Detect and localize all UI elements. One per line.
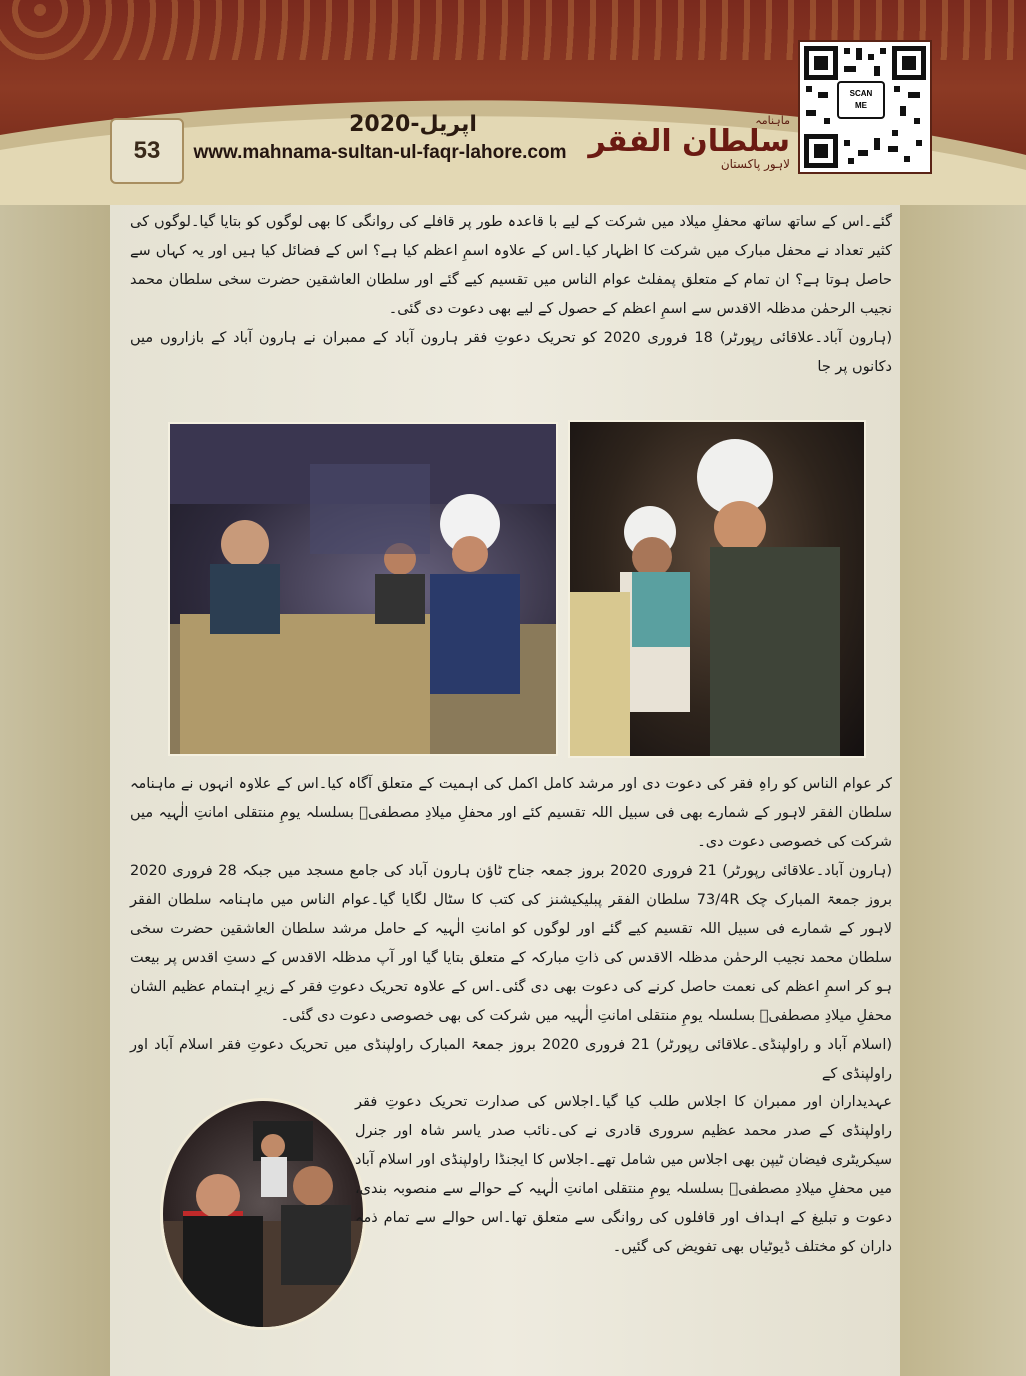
photo-magazine-distribution [568,420,866,758]
article-middle-text [130,770,892,1089]
masthead-prefix: ماہنامہ [755,113,790,127]
masthead-city: لاہور پاکستان [720,156,790,171]
paragraph: (ہارون آباد۔علاقائی رپورٹر) 21 فروری 2020 بروز جمعہ جناح ٹاؤن ہارون آباد کی جامع مسجد میں جبکہ 28 فروری 2020 بروز جمعۃ المبارک چک 73/4R سلطان الفقر پبلیکیشنز کی کتب کا سٹال لگایا گیا۔عوام الناس میں ماہنامہ سلطان الفقر لاہور کے شمارے فی سبیل اللہ تقسیم کیے گئے اور لوگوں کو امانتِ الٰہیہ کے حامل مرشد سلطان العاشقین حضرت سخی سلطان محمد نجیب الرحمٰن مدظلہ الاقدس کی ذاتِ مبارکہ کے متعلق بتایا گیا اور آپ مدظلہ الاقدس کے دستِ اقدس پر بیعت ہو کر اسمِ اعظم کی نعمت حاصل کرنے کی دعوت بھی دی گئی۔اس کے علاوہ تحریک دعوتِ فقر کے زیرِ اہتمام عظیم الشان محفلِ میلادِ مصطفیؐ بسلسلہ یومِ منتقلی امانتِ الٰہیہ میں شرکت کی بھی خصوصی دعوت دی گئی۔ [130,863,893,1024]
scan-label: SCAN [849,89,873,98]
paragraph: (ہارون آباد۔علاقائی رپورٹر) 18 فروری 2020 کو تحریک دعوتِ فقر ہارون آباد کے ممبران نے ہارون آباد کے بازاروں میں دکانوں پر جا [130,330,892,375]
article-top-text [130,208,892,382]
paragraph: گئے۔اس کے ساتھ ساتھ محفلِ میلاد میں شرکت کے لیے با قاعدہ طور پر قافلے کی روانگی کا بھی لوگوں کو بتایا گیا۔لوگوں کی کثیر تعداد نے محفل مبارک میں شرکت کا اظہار کیا۔اس کے علاوہ اسمِ اعظم کیا ہے؟ اس کے فضائل کیا ہیں اور یہ کہاں سے حاصل ہوتا ہے؟ ان تمام کے متعلق پمفلٹ عوام الناس میں تقسیم کیے گئے اور سلطان العاشقین حضرت سخی سلطان محمد نجیب الرحمٰن مدظلہ الاقدس سے اسمِ اعظم کے حصول کے لیے بھی دعوت دی گئی۔ [130,214,892,317]
scan-me-label [837,81,885,119]
photo-shop-meeting-image [170,424,556,754]
masthead-name: سلطان الفقر [588,123,790,159]
paragraph: کر عوام الناس کو راہِ فقر کی دعوت دی اور مرشد کامل اکمل کی اہمیت کے متعلق آگاہ کیا۔اس کے علاوہ انہوں نے ماہنامہ سلطان الفقر لاہور کے شمارے بھی فی سبیل اللہ تقسیم کئے اور محفلِ میلادِ مصطفیؐ بسلسلہ یومِ منتقلی امانتِ الٰہیہ میں شرکت کی خصوصی دعوت دی۔ [130,776,892,850]
me-label: ME [855,101,867,110]
photo-meeting-circle [160,1098,366,1330]
article-bottom-text [355,1088,892,1262]
photo-shop-meeting [168,422,558,756]
paragraph: (اسلام آباد و راولپنڈی۔علاقائی رپورٹر) 21 فروری 2020 بروز جمعۃ المبارک راولپنڈی میں تحریک دعوتِ فقر اسلام آباد اور راولپنڈی کے [130,1037,893,1082]
website-url[interactable]: www.mahnama-sultan-ul-faqr-lahore.com [193,142,567,163]
page-number: 53 [110,118,184,184]
photo-meeting-circle-image [163,1101,363,1327]
photo-magazine-distribution-image [570,422,864,756]
paragraph: عہدیداران اور ممبران کا اجلاس طلب کیا گیا۔اجلاس کی صدارت تحریک دعوتِ فقر راولپنڈی کے صدر محمد عظیم سروری قادری نے کی۔نائب صدر یاسر شاہ اور جنرل سیکریٹری فیضان ٹیپن بھی اجلاس میں شامل تھے۔اجلاس کا ایجنڈا راولپنڈی اور اسلام آباد میں محفلِ میلادِ مصطفیؐ بسلسلہ یومِ منتقلی امانتِ الٰہیہ کے حوالے سے منصوبہ بندی، دعوت و تبلیغ کے اہداف اور قافلوں کی روانگی سے متعلق تھا۔اس حوالے سے تمام ذمہ داران کو مختلف ڈیوٹیاں بھی تفویض کی گئیں۔ [355,1094,892,1255]
masthead-logo [565,112,790,172]
issue-month: اپریل-2020 [349,112,477,137]
right-decorative-border [895,190,1026,1376]
